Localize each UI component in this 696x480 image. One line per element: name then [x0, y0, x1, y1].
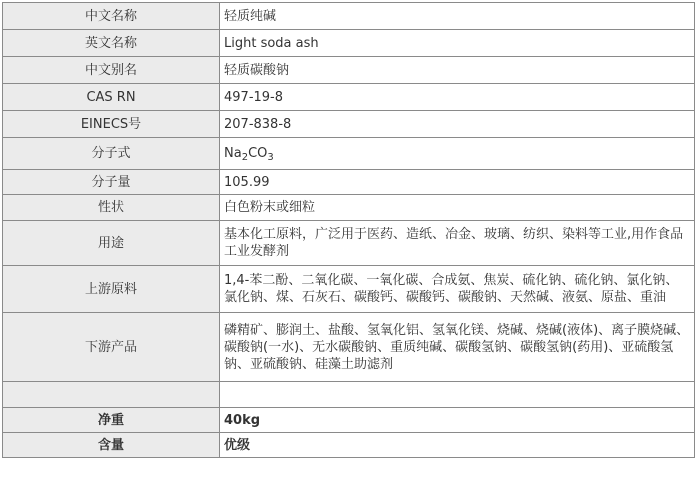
row-label-english-name: 英文名称	[3, 30, 220, 57]
row-value-upstream: 1,4-苯二酚、二氧化碳、一氧化碳、合成氨、焦炭、硫化钠、硫化钠、氯化钠、氯化钠、煤、石灰石、碳酸钙、碳酸钙、碳酸钠、天然碱、液氨、原盐、重油	[220, 266, 695, 313]
row-value-english-name: Light soda ash	[220, 30, 695, 57]
row-value-alias: 轻质碳酸钠	[220, 57, 695, 84]
row-value-empty	[220, 382, 695, 408]
table-row	[3, 30, 695, 57]
row-value-usage: 基本化工原料，广泛用于医药、造纸、冶金、玻璃、纺织、染料等工业,用作食品工业发酵剂	[220, 221, 695, 266]
row-label-formula: 分子式	[3, 138, 220, 170]
table-row	[3, 3, 695, 30]
row-label-usage: 用途	[3, 221, 220, 266]
row-label-grade: 含量	[3, 433, 220, 458]
row-value-net-weight: 40kg	[220, 408, 695, 433]
row-label-molar-mass: 分子量	[3, 170, 220, 195]
table-row	[3, 138, 695, 170]
table-row	[3, 57, 695, 84]
row-value-molar-mass: 105.99	[220, 170, 695, 195]
row-value-formula	[220, 138, 695, 170]
row-value-appearance: 白色粉末或细粒	[220, 195, 695, 221]
product-spec-table	[2, 2, 695, 458]
table-row	[3, 433, 695, 458]
table-row	[3, 84, 695, 111]
row-label-net-weight: 净重	[3, 408, 220, 433]
row-value-grade: 优级	[220, 433, 695, 458]
table-row	[3, 266, 695, 313]
table-row	[3, 313, 695, 382]
row-label-appearance: 性状	[3, 195, 220, 221]
row-label-cas: CAS RN	[3, 84, 220, 111]
row-value-cas: 497-19-8	[220, 84, 695, 111]
row-label-downstream: 下游产品	[3, 313, 220, 382]
row-label-einecs: EINECS号	[3, 111, 220, 138]
formula-sub-3: 3	[267, 152, 274, 163]
row-label-empty	[3, 382, 220, 408]
table-row	[3, 382, 695, 408]
row-label-chinese-name: 中文名称	[3, 3, 220, 30]
table-row	[3, 221, 695, 266]
table-row	[3, 195, 695, 221]
table-row	[3, 170, 695, 195]
row-value-downstream: 磷精矿、膨润土、盐酸、氢氧化铝、氢氧化镁、烧碱、烧碱(液体)、离子膜烧碱、碳酸钠(一水)、无水碳酸钠、重质纯碱、碳酸氢钠、碳酸氢钠(药用)、亚硫酸氢钠、亚硫酸钠、硅藻土助滤剂	[220, 313, 695, 382]
formula-sub-2: 2	[241, 152, 249, 163]
formula-co: CO	[248, 146, 268, 161]
formula-na: Na	[224, 146, 242, 161]
row-label-upstream: 上游原料	[3, 266, 220, 313]
table-row	[3, 111, 695, 138]
row-label-alias: 中文别名	[3, 57, 220, 84]
table-row	[3, 408, 695, 433]
row-value-chinese-name: 轻质纯碱	[220, 3, 695, 30]
row-value-einecs: 207-838-8	[220, 111, 695, 138]
